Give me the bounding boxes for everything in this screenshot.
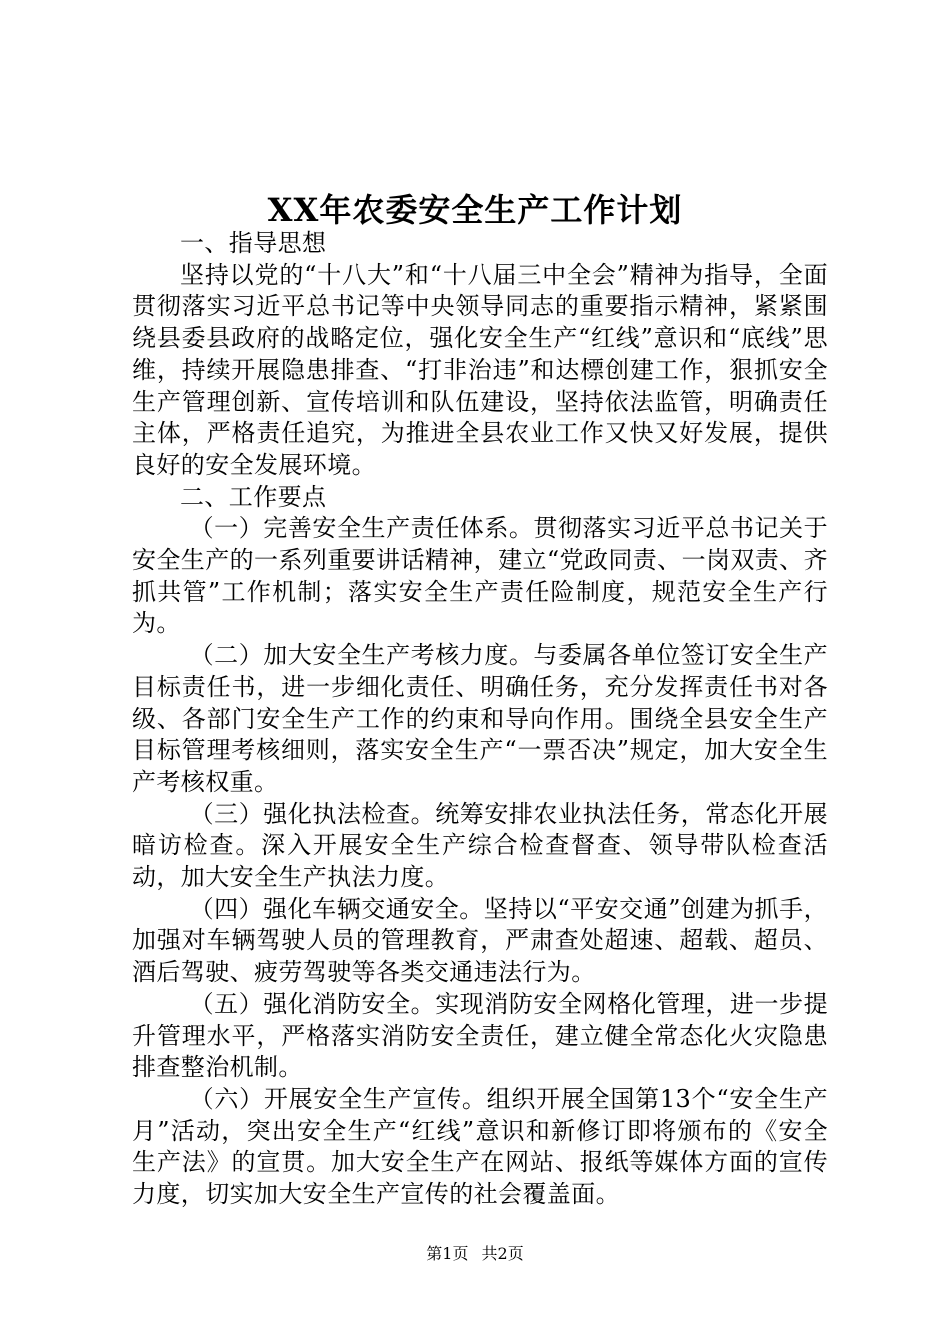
work-point-1: （一）完善安全生产责任体系。贯彻落实习近平总书记关于安全生产的一系列重要讲话精神，建立“党政同责、一岗双责、齐抓共管”工作机制；落实安全生产责任险制度，规范安全生产行为。 bbox=[132, 514, 828, 638]
page-number: 第1页 bbox=[426, 1244, 469, 1263]
document-title: XX年农委安全生产工作计划 bbox=[267, 191, 683, 229]
work-point-5: （五）强化消防安全。实现消防安全网格化管理，进一步提升管理水平，严格落实消防安全责任，建立健全常态化火灾隐患排查整治机制。 bbox=[132, 989, 828, 1082]
page-total: 共2页 bbox=[481, 1244, 524, 1263]
work-point-3: （三）强化执法检查。统筹安排农业执法任务，常态化开展暗访检查。深入开展安全生产综合检查督查、领导带队检查活动，加大安全生产执法力度。 bbox=[132, 799, 828, 892]
section-heading-guiding-ideology: 一、指导思想 bbox=[180, 229, 327, 257]
work-point-2: （二）加大安全生产考核力度。与委属各单位签订安全生产目标责任书，进一步细化责任、明确任务，充分发挥责任书对各级、各部门安全生产工作的约束和导向作用。围绕全县安全生产目标管理考核细则，落实安全生产“一票否决”规定，加大安全生产考核权重。 bbox=[132, 641, 828, 796]
work-point-6: （六）开展安全生产宣传。组织开展全国第13个“安全生产月”活动，突出安全生产“红线”意识和新修订即将颁布的《安全生产法》的宣贯。加大安全生产在网站、报纸等媒体方面的宣传力度，切实加大安全生产宣传的社会覆盖面。 bbox=[132, 1084, 828, 1209]
work-point-4: （四）强化车辆交通安全。坚持以“平安交通”创建为抓手，加强对车辆驾驶人员的管理教育，严肃查处超速、超载、超员、酒后驾驶、疲劳驾驶等各类交通违法行为。 bbox=[132, 894, 828, 987]
page-footer bbox=[0, 1242, 950, 1266]
document-body bbox=[132, 228, 828, 1211]
paragraph-guiding-ideology: 坚持以党的“十八大”和“十八届三中全会”精神为指导，全面贯彻落实习近平总书记等中央领导同志的重要指示精神，紧紧围绕县委县政府的战略定位，强化安全生产“红线”意识和“底线”思维，持续开展隐患排查、“打非治违”和达標创建工作，狠抓安全生产管理创新、宣传培训和队伍建设，坚持依法监管，明确责任主体，严格责任追究，为推进全县农业工作又快又好发展，提供良好的安全发展环境。 bbox=[132, 260, 828, 479]
section-heading-work-points: 二、工作要点 bbox=[180, 482, 327, 511]
